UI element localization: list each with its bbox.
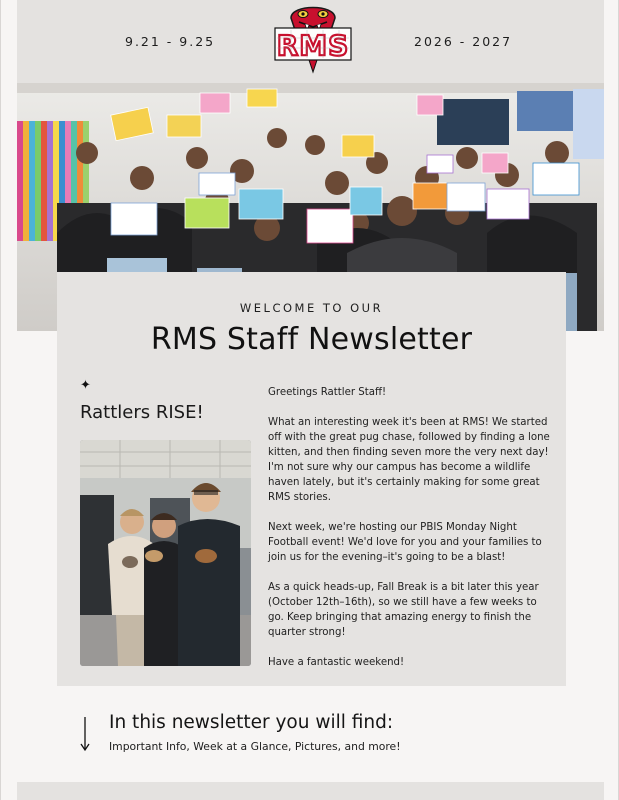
arrow-down-icon (78, 716, 92, 752)
closing-paragraph: Have a fantastic weekend! (268, 657, 405, 668)
logo-text: RMS (276, 29, 350, 62)
intro-body (268, 385, 552, 670)
footer-band (17, 782, 604, 800)
school-year: 2026 - 2027 (414, 34, 513, 49)
section-heading: Rattlers RISE! (80, 402, 204, 423)
body-paragraph: Next week, we're hosting our PBIS Monday Night Football event! We'd love for you and your families to join us for the evening–it's going to be a blast! (268, 522, 542, 563)
staff-with-kittens-photo (80, 440, 251, 666)
intro-card (57, 272, 566, 686)
rms-logo (261, 0, 365, 75)
date-range: 9.21 - 9.25 (125, 34, 216, 49)
sparkle-icon: ✦ (80, 378, 91, 393)
header-band (17, 0, 604, 83)
greeting-paragraph: Greetings Rattler Staff! (268, 387, 387, 398)
contents-heading: In this newsletter you will find: (109, 712, 394, 733)
body-paragraph: As a quick heads-up, Fall Break is a bit later this year (October 12th–16th), so we still have a few weeks to go. Keep bringing that amazing energy to finish the quarter strong! (268, 582, 539, 638)
welcome-kicker: WELCOME TO OUR (239, 301, 384, 315)
newsletter-title: RMS Staff Newsletter (150, 322, 473, 357)
contents-summary: Important Info, Week at a Glance, Pictures, and more! (109, 740, 401, 753)
body-paragraph: What an interesting week it's been at RMS! We started off with the great pug chase, followed by finding a lone kitten, and then finding seven more the very next day! I'm not sure why our campus has become a wildlife haven lately, but it's certainly making for some great RMS stories. (268, 417, 550, 503)
